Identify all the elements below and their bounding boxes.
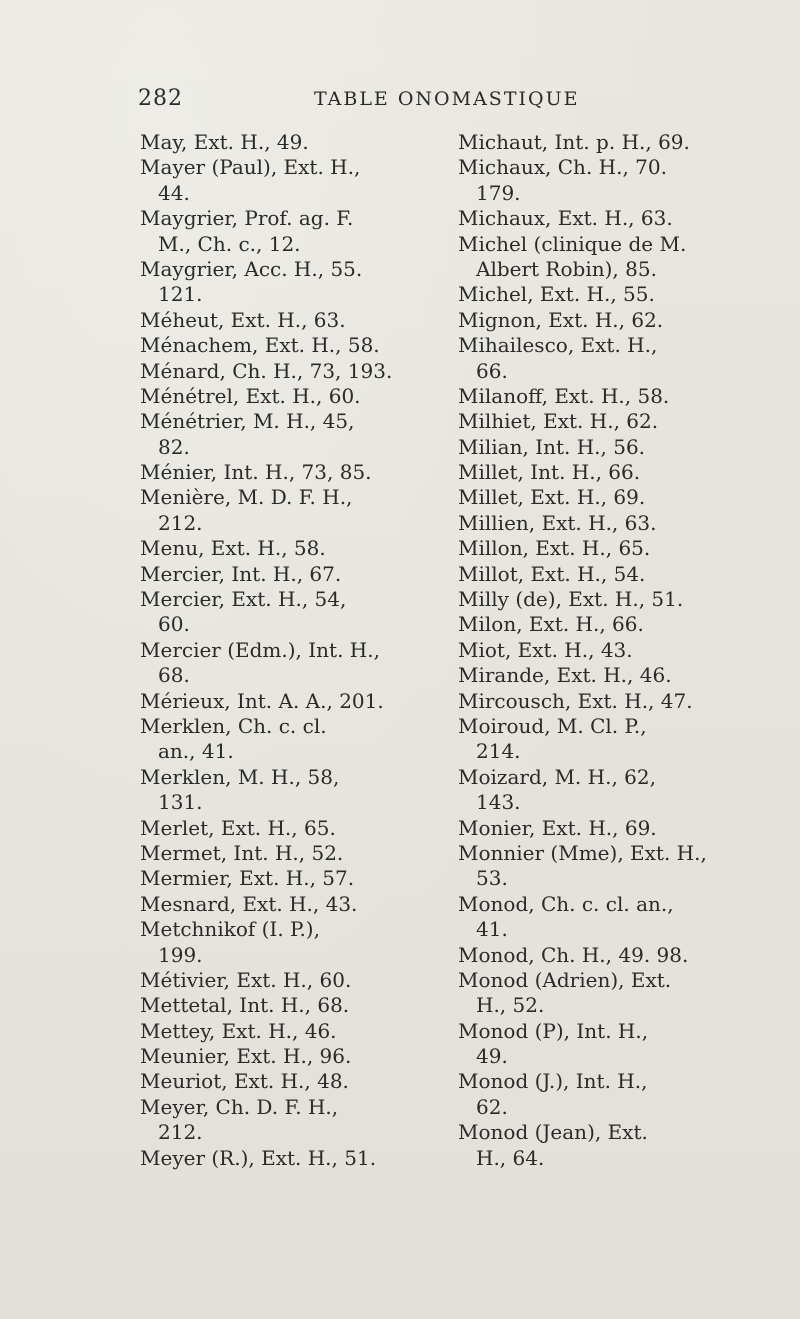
index-entry: Métivier, Ext. H., 60. xyxy=(140,967,352,992)
index-entry: May, Ext. H., 49. xyxy=(140,130,309,154)
index-entry-continuation: 44. xyxy=(158,180,190,205)
index-entry: Moizard, M. H., 62, xyxy=(458,764,656,789)
index-entry-continuation: 179. xyxy=(476,180,521,205)
index-column-right xyxy=(458,130,758,1171)
index-entry: Michaux, Ext. H., 63. xyxy=(458,206,673,231)
index-entry: Mettetal, Int. H., 68. xyxy=(140,993,350,1018)
index-entry: Ménétrier, M. H., 45, xyxy=(140,409,355,434)
index-entry: Monod, Ch. c. cl. an., xyxy=(458,891,674,916)
index-entry: Mercier (Edm.), Int. H., xyxy=(140,637,380,662)
index-entry: Millot, Ext. H., 54. xyxy=(458,561,646,586)
index-entry: Mercier, Int. H., 67. xyxy=(140,561,342,586)
running-title: TABLE ONOMASTIQUE xyxy=(314,88,580,110)
index-entry: Méheut, Ext. H., 63. xyxy=(140,307,346,332)
index-entry-continuation: 60. xyxy=(158,612,190,637)
index-entry: Merklen, Ch. c. cl. xyxy=(140,713,327,738)
index-entry-continuation: 68. xyxy=(158,663,190,688)
index-entry: Meuriot, Ext. H., 48. xyxy=(140,1069,349,1094)
index-entry: Milhiet, Ext. H., 62. xyxy=(458,409,659,434)
index-entry: Mircousch, Ext. H., 47. xyxy=(458,688,693,713)
index-entry: Miot, Ext. H., 43. xyxy=(458,637,633,662)
index-entry: Monier, Ext. H., 69. xyxy=(458,815,657,840)
index-entry: Monod (P), Int. H., xyxy=(458,1018,649,1043)
index-entry: Meyer, Ch. D. F. H., xyxy=(140,1094,339,1119)
index-entry: Milanoff, Ext. H., 58. xyxy=(458,383,670,408)
page-number: 282 xyxy=(138,86,183,111)
index-entry: Meunier, Ext. H., 96. xyxy=(140,1044,352,1069)
index-entry: Millet, Int. H., 66. xyxy=(458,460,641,485)
index-entry: Milian, Int. H., 56. xyxy=(458,434,646,459)
index-entry-continuation: Albert Robin), 85. xyxy=(476,256,657,281)
index-entry: Metchnikof (I. P.), xyxy=(140,917,320,942)
index-entry: Menière, M. D. F. H., xyxy=(140,485,353,510)
page-header xyxy=(138,86,738,116)
index-entry: Michel, Ext. H., 55. xyxy=(458,282,655,307)
index-entry: Meyer (R.), Ext. H., 51. xyxy=(140,1145,377,1170)
index-entry: Millien, Ext. H., 63. xyxy=(458,510,657,535)
index-entry: Mayer (Paul), Ext. H., xyxy=(140,155,361,180)
index-entry: Mirande, Ext. H., 46. xyxy=(458,663,672,688)
index-entry: Ménier, Int. H., 73, 85. xyxy=(140,460,372,485)
index-entry: Ménétrel, Ext. H., 60. xyxy=(140,383,361,408)
index-entry-continuation: M., Ch. c., 12. xyxy=(158,231,301,256)
index-entry-continuation: 49. xyxy=(476,1044,508,1069)
index-entry: Mermier, Ext. H., 57. xyxy=(140,866,355,891)
index-entry: Mesnard, Ext. H., 43. xyxy=(140,891,358,916)
index-entry: Merklen, M. H., 58, xyxy=(140,764,340,789)
index-entry: Monnier (Mme), Ext. H., xyxy=(458,840,707,865)
index-entry: Menu, Ext. H., 58. xyxy=(140,536,326,561)
index-entry: Maygrier, Acc. H., 55. xyxy=(140,256,363,281)
index-entry: Monod (J.), Int. H., xyxy=(458,1069,648,1094)
index-entry: Ménachem, Ext. H., 58. xyxy=(140,333,380,358)
index-entry-continuation: 199. xyxy=(158,942,203,967)
index-entry-continuation: H., 52. xyxy=(476,993,545,1018)
index-entry: Monod (Jean), Ext. xyxy=(458,1120,648,1145)
index-entry-continuation: H., 64. xyxy=(476,1145,545,1170)
index-entry: Mérieux, Int. A. A., 201. xyxy=(140,688,384,713)
index-entry: Michel (clinique de M. xyxy=(458,231,687,256)
index-entry: Monod, Ch. H., 49. 98. xyxy=(458,942,689,967)
index-entry-continuation: 212. xyxy=(158,510,203,535)
index-entry-continuation: an., 41. xyxy=(158,739,234,764)
index-entry: Michaux, Ch. H., 70. xyxy=(458,155,667,180)
index-entry-continuation: 62. xyxy=(476,1094,508,1119)
index-entry-continuation: 131. xyxy=(158,790,203,815)
index-entry: Mignon, Ext. H., 62. xyxy=(458,307,664,332)
index-entry-continuation: 66. xyxy=(476,358,508,383)
index-entry: Michaut, Int. p. H., 69. xyxy=(458,130,690,154)
index-entry: Maygrier, Prof. ag. F. xyxy=(140,206,354,231)
index-entry: Mihailesco, Ext. H., xyxy=(458,333,658,358)
index-column-left xyxy=(140,130,426,1171)
index-entry: Milly (de), Ext. H., 51. xyxy=(458,587,684,612)
index-entry: Moiroud, M. Cl. P., xyxy=(458,713,647,738)
index-entry: Ménard, Ch. H., 73, 193. xyxy=(140,358,393,383)
index-entry: Monod (Adrien), Ext. xyxy=(458,967,672,992)
index-entry-continuation: 53. xyxy=(476,866,508,891)
index-entry-continuation: 214. xyxy=(476,739,521,764)
index-entry-continuation: 121. xyxy=(158,282,203,307)
index-entry-continuation: 41. xyxy=(476,917,508,942)
index-entry-continuation: 82. xyxy=(158,434,190,459)
index-entry-continuation: 212. xyxy=(158,1120,203,1145)
index-entry: Millet, Ext. H., 69. xyxy=(458,485,646,510)
index-entry: Mercier, Ext. H., 54, xyxy=(140,587,347,612)
index-entry: Millon, Ext. H., 65. xyxy=(458,536,651,561)
index-entry: Mettey, Ext. H., 46. xyxy=(140,1018,337,1043)
index-entry-continuation: 143. xyxy=(476,790,521,815)
index-entry: Mermet, Int. H., 52. xyxy=(140,840,344,865)
index-entry: Milon, Ext. H., 66. xyxy=(458,612,644,637)
index-entry: Merlet, Ext. H., 65. xyxy=(140,815,336,840)
